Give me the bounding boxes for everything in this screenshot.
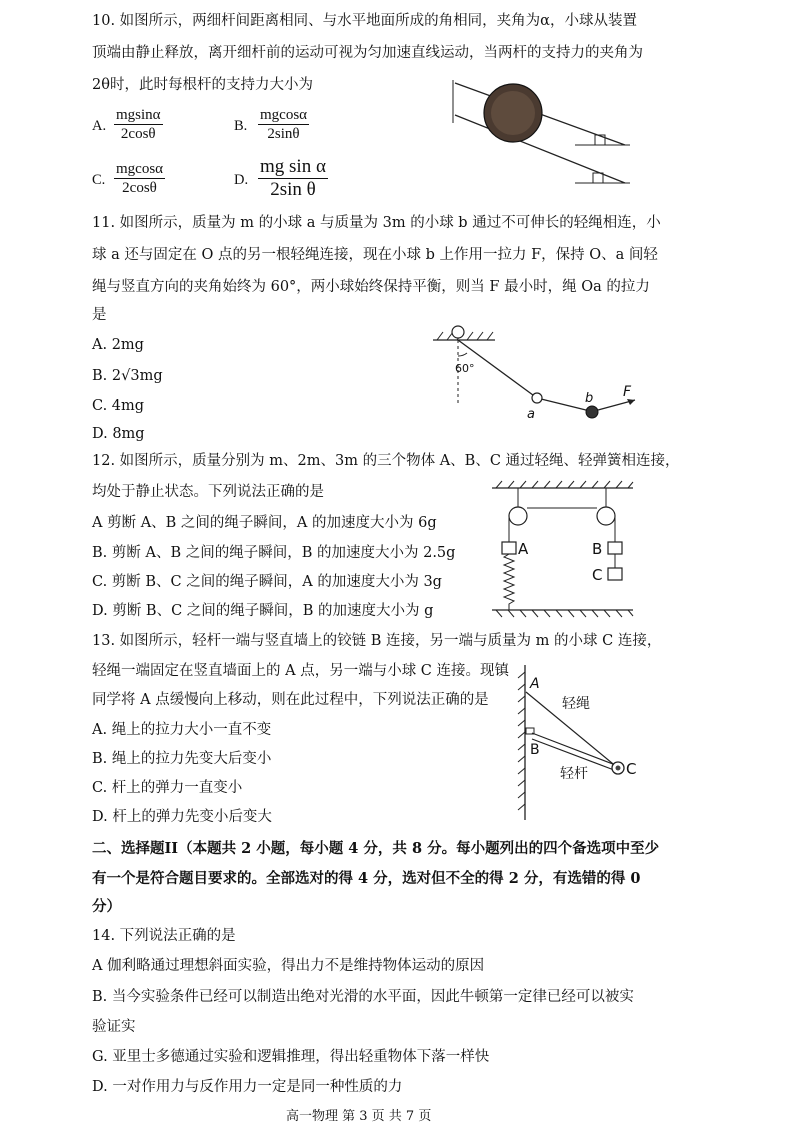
section2-line-1: 二、选择题II（本题共 2 小题，每小题 4 分，共 8 分。每小题列出的四个备选项中至少 bbox=[92, 840, 660, 857]
section2-line-2: 有一个是符合题目要求的。全部选对的得 4 分，选对但不全的得 2 分，有选错的得 0 bbox=[92, 870, 641, 887]
q13-ball-c-label: C bbox=[626, 760, 637, 778]
q10-option-b-label: B. bbox=[234, 118, 248, 134]
page-footer: 高一物理 第 3 页 共 7 页 bbox=[286, 1109, 432, 1124]
q13-option-b: B. 绳上的拉力先变大后变小 bbox=[92, 751, 272, 767]
q10-option-c-label: C. bbox=[92, 172, 106, 188]
q10-option-a-num: mgsinα bbox=[116, 107, 161, 123]
q13-point-a-label: A bbox=[530, 676, 540, 692]
q11-option-a: A. 2mg bbox=[92, 337, 144, 353]
q10-line-3: 2θ时，此时每根杆的支持力大小为 bbox=[92, 77, 313, 93]
q14-option-b-cont: 验证实 bbox=[92, 1019, 136, 1035]
q13-hinge-b-label: B bbox=[530, 742, 540, 758]
q14-option-d: D. 一对作用力与反作用力一定是同一种性质的力 bbox=[92, 1079, 403, 1095]
q11-option-b: B. 2√3mg bbox=[92, 368, 163, 384]
q11-line-3: 绳与竖直方向的夹角始终为 60°，两小球始终保持平衡，则当 F 最小时，绳 Oa 的拉力 bbox=[92, 279, 650, 295]
q10-option-c-num: mgcosα bbox=[116, 161, 164, 177]
q12-block-b-label: B bbox=[592, 540, 603, 558]
q12-figure bbox=[488, 478, 638, 623]
q10-option-a-den: 2cosθ bbox=[120, 126, 156, 142]
q10-option-d-fraction bbox=[258, 156, 328, 201]
q13-option-c: C. 杆上的弹力一直变小 bbox=[92, 780, 243, 796]
q11-force-label: F bbox=[623, 384, 632, 400]
q13-option-a: A. 绳上的拉力大小一直不变 bbox=[92, 722, 272, 738]
q14-option-c: G. 亚里士多德通过实验和逻辑推理，得出轻重物体下落一样快 bbox=[92, 1049, 490, 1065]
q12-option-c: C. 剪断 B、C 之间的绳子瞬间，A 的加速度大小为 3g bbox=[92, 574, 442, 590]
q13-line-2: 轻绳一端固定在竖直墙面上的 A 点，另一端与小球 C 连接。现镇 bbox=[92, 663, 510, 679]
q10-line-2: 顶端由静止释放，离开细杆前的运动可视为匀加速直线运动，当两杆的支持力的夹角为 bbox=[92, 45, 643, 61]
q10-figure bbox=[445, 75, 645, 195]
q12-option-a: A 剪断 A、B 之间的绳子瞬间，A 的加速度大小为 6g bbox=[92, 515, 437, 531]
q10-option-d-label: D. bbox=[234, 172, 249, 188]
q13-figure bbox=[510, 660, 640, 825]
q10-line-1: 10. 如图所示，两细杆间距离相同、与水平地面所成的角相同，夹角为α，小球从装置 bbox=[92, 13, 637, 29]
q11-line-2: 球 a 还与固定在 O 点的另一根轻绳连接，现在小球 b 上作用一拉力 F，保持 O、a 间轻 bbox=[92, 247, 658, 263]
q10-option-d-num: mg sin α bbox=[260, 156, 326, 177]
q10-option-a-fraction bbox=[114, 106, 163, 143]
q13-rod-label: 轻杆 bbox=[560, 766, 588, 782]
q11-ball-b-label: b bbox=[585, 391, 594, 406]
q12-option-d: D. 剪断 B、C 之间的绳子瞬间，B 的加速度大小为 g bbox=[92, 603, 434, 619]
q10-option-a-label: A. bbox=[92, 118, 107, 134]
q11-figure bbox=[425, 318, 645, 428]
q11-option-c: C. 4mg bbox=[92, 398, 145, 414]
q14-option-b: B. 当今实验条件已经可以制造出绝对光滑的水平面，因此牛顿第一定律已经可以被实 bbox=[92, 989, 634, 1005]
q13-rope-label: 轻绳 bbox=[562, 696, 590, 712]
q10-option-c-den: 2cosθ bbox=[122, 180, 157, 196]
q12-line-1: 12. 如图所示，质量分别为 m、2m、3m 的三个物体 A、B、C 通过轻绳、轻弹簧相连接， bbox=[92, 453, 680, 469]
section2-line-3: 分） bbox=[92, 898, 121, 915]
q11-line-1: 11. 如图所示，质量为 m 的小球 a 与质量为 3m 的小球 b 通过不可伸长的轻绳相连，小 bbox=[92, 215, 661, 231]
q10-option-b-num: mgcosα bbox=[260, 107, 308, 123]
q14-option-a: A 伽利略通过理想斜面实验，得出力不是维持物体运动的原因 bbox=[92, 958, 485, 974]
q10-option-d-den: 2sin θ bbox=[270, 179, 316, 200]
q10-option-b-fraction bbox=[258, 106, 309, 143]
q12-block-c-label: C bbox=[592, 566, 603, 584]
q13-line-1: 13. 如图所示，轻杆一端与竖直墙上的铰链 B 连接，另一端与质量为 m 的小球 C 连接， bbox=[92, 633, 662, 649]
q11-angle-label: 60° bbox=[455, 362, 475, 375]
q10-option-c-fraction bbox=[114, 160, 165, 197]
q10-option-b-den: 2sinθ bbox=[267, 126, 300, 142]
q12-block-a-label: A bbox=[518, 540, 529, 558]
q12-line-2: 均处于静止状态。下列说法正确的是 bbox=[92, 484, 324, 500]
q14-stem: 14. 下列说法正确的是 bbox=[92, 928, 236, 944]
q12-option-b: B. 剪断 A、B 之间的绳子瞬间，B 的加速度大小为 2.5g bbox=[92, 545, 456, 561]
q13-line-3: 同学将 A 点缓慢向上移动，则在此过程中，下列说法正确的是 bbox=[92, 692, 489, 708]
q11-ball-a-label: a bbox=[527, 407, 535, 422]
q13-option-d: D. 杆上的弹力先变小后变大 bbox=[92, 809, 272, 825]
q11-line-4: 是 bbox=[92, 307, 107, 323]
q11-option-d: D. 8mg bbox=[92, 426, 145, 442]
